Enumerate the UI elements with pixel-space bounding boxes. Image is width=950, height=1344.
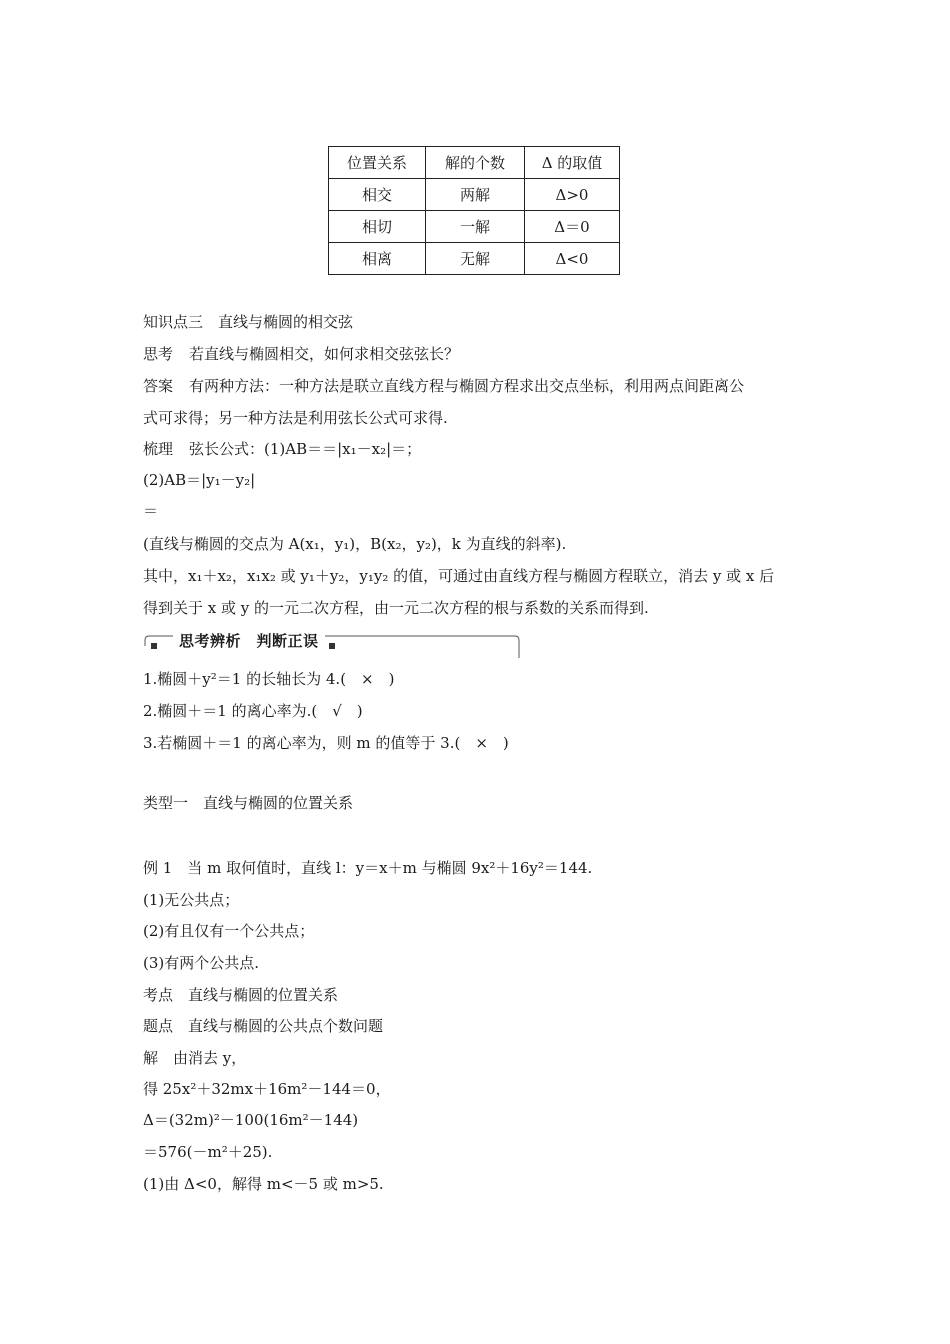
tidian-line: 题点 直线与椭圆的公共点个数问题 — [143, 1017, 384, 1035]
table-cell: 两解 — [426, 179, 525, 211]
table-cell: Δ<0 — [525, 243, 620, 275]
table-header-row — [329, 147, 620, 179]
think-paragraph — [143, 343, 459, 364]
solution-line: 解 由消去 y， — [143, 1049, 247, 1067]
type-heading: 类型一 直线与椭圆的位置关系 — [143, 794, 354, 812]
table-cell: Δ＝0 — [525, 211, 620, 243]
solution-line: 得 25x²＋32mx＋16m²－144＝0， — [143, 1080, 391, 1098]
among-paragraph: 其中，x₁＋x₂，x₁x₂ 或 y₁＋y₂，y₁y₂ 的值，可通过由直线方程与椭圆方程联立，消去 y 或 x 后 — [143, 567, 775, 585]
table-cell: 一解 — [426, 211, 525, 243]
sort-paragraph — [143, 438, 421, 459]
table-header: 解的个数 — [426, 147, 525, 179]
kaodian-line: 考点 直线与椭圆的位置关系 — [143, 986, 339, 1004]
sort-label: 梳理 — [143, 440, 174, 458]
think-label: 思考 — [143, 345, 174, 363]
table-cell: Δ>0 — [525, 179, 620, 211]
answer-text: 有两种方法：一种方法是联立直线方程与椭圆方程求出交点坐标，利用两点间距离公 — [189, 377, 745, 395]
position-relation-table — [328, 146, 620, 275]
judgement-item: 1.椭圆＋y²＝1 的长轴长为 4.( × ) — [143, 670, 395, 688]
section-banner — [143, 630, 521, 660]
example-stem: 例 1 当 m 取何值时，直线 l：y＝x＋m 与椭圆 9x²＋16y²＝144. — [143, 859, 593, 877]
among-paragraph-cont: 得到关于 x 或 y 的一元二次方程，由一元二次方程的根与系数的关系而得到. — [143, 599, 649, 617]
solution-line: (1)由 Δ<0，解得 m<－5 或 m>5. — [143, 1175, 384, 1193]
judgement-item: 3.若椭圆＋＝1 的离心率为，则 m 的值等于 3.( × ) — [143, 734, 509, 752]
sort-note: (直线与椭圆的交点为 A(x₁，y₁)，B(x₂，y₂)，k 为直线的斜率). — [143, 535, 567, 553]
table-row — [329, 179, 620, 211]
solution-line: ＝576(－m²＋25). — [143, 1143, 273, 1161]
table-row — [329, 211, 620, 243]
table-row — [329, 243, 620, 275]
answer-label: 答案 — [143, 377, 174, 395]
table-cell: 相交 — [329, 179, 426, 211]
table-cell: 相切 — [329, 211, 426, 243]
table-cell: 相离 — [329, 243, 426, 275]
sort-formula-1: 弦长公式：(1)AB＝＝|x₁－x₂|＝； — [189, 440, 422, 458]
example-question: (3)有两个公共点. — [143, 954, 260, 972]
think-text: 若直线与椭圆相交，如何求相交弦弦长？ — [189, 345, 460, 363]
table-cell: 无解 — [426, 243, 525, 275]
example-question: (1)无公共点； — [143, 891, 240, 909]
banner-title: 思考辨析 判断正误 — [173, 630, 325, 651]
example-question: (2)有且仅有一个公共点； — [143, 922, 315, 940]
sort-formula-2: (2)AB＝|y₁－y₂| — [143, 471, 256, 489]
section-heading: 知识点三 直线与椭圆的相交弦 — [143, 313, 354, 331]
table-header: 位置关系 — [329, 147, 426, 179]
table-header: Δ 的取值 — [525, 147, 620, 179]
judgement-item: 2.椭圆＋＝1 的离心率为.( √ ) — [143, 702, 363, 720]
answer-paragraph — [143, 375, 744, 396]
sort-formula-3: ＝ — [143, 502, 159, 520]
solution-line: Δ＝(32m)²－100(16m²－144) — [143, 1111, 359, 1129]
answer-text-cont: 式可求得；另一种方法是利用弦长公式可求得. — [143, 409, 448, 427]
